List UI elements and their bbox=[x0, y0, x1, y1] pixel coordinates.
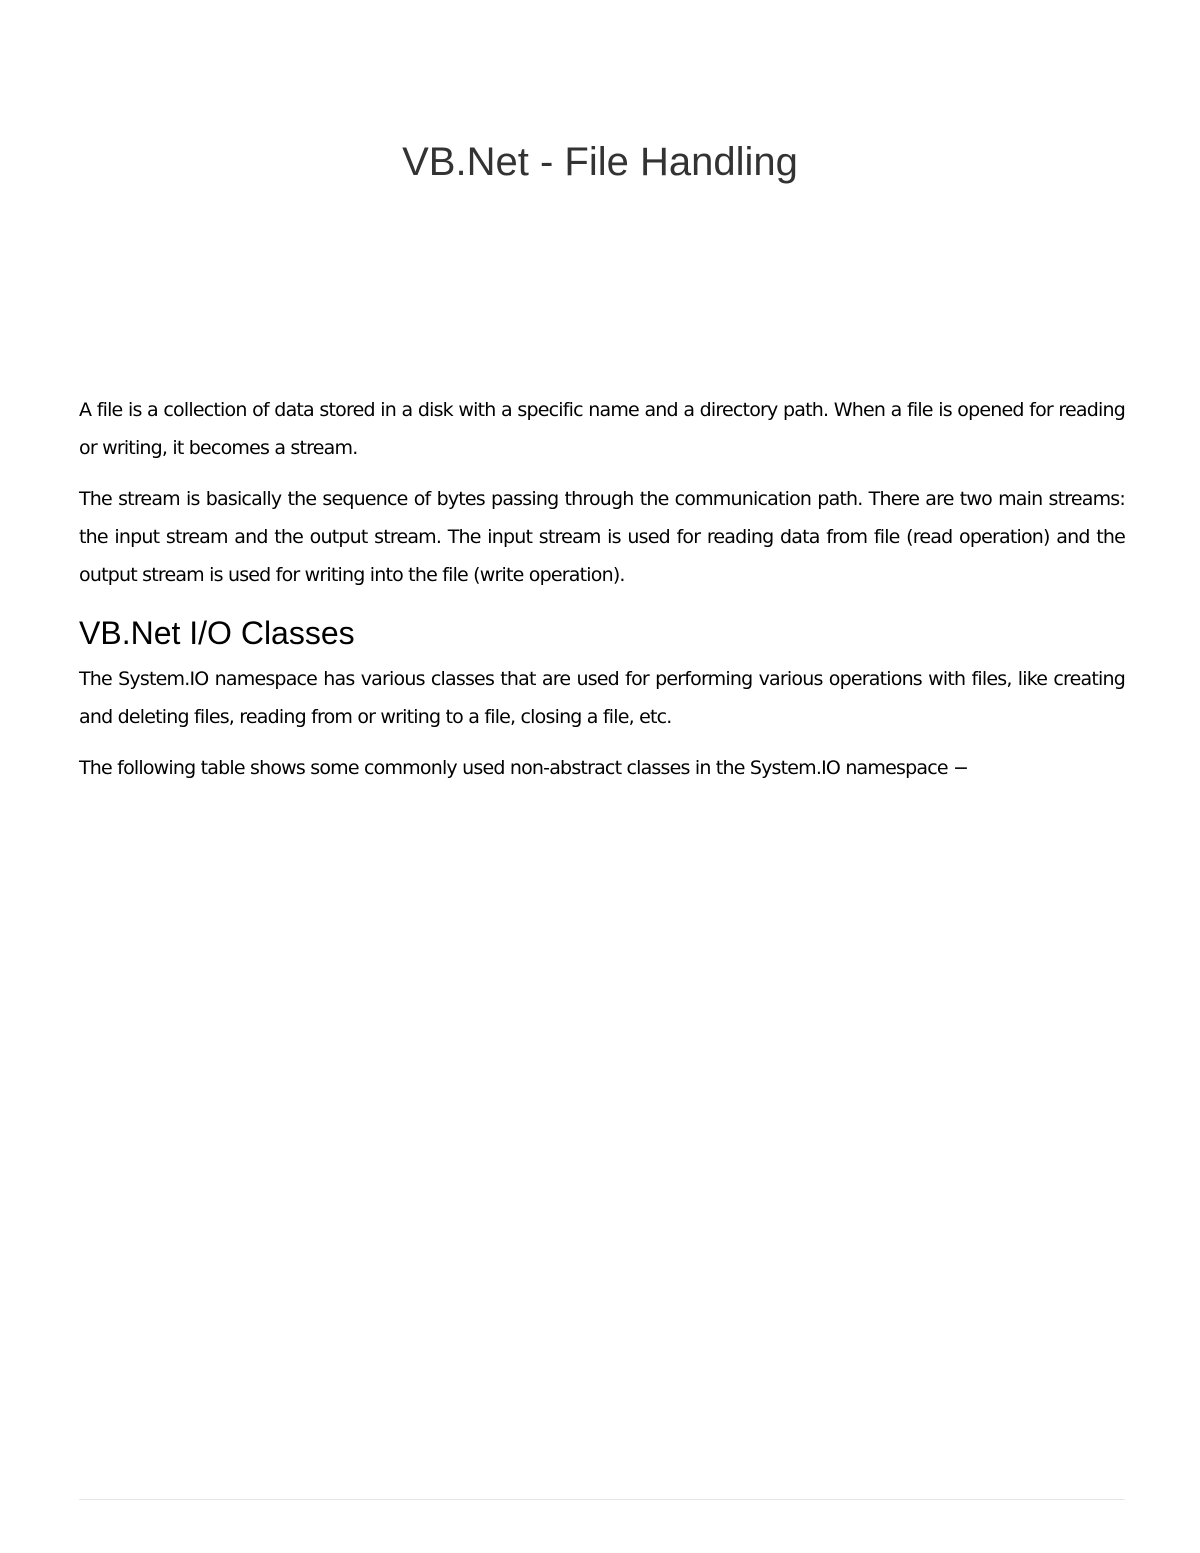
section-heading-io-classes: VB.Net I/O Classes bbox=[79, 615, 355, 651]
article-body bbox=[79, 391, 1125, 800]
footer-divider bbox=[79, 1499, 1125, 1500]
io-classes-paragraph-table-intro: The following table shows some commonly used non-abstract classes in the System.IO namespace − bbox=[79, 757, 969, 779]
intro-paragraph-stream: The stream is basically the sequence of bytes passing through the communication path. There are two main streams: the input stream and the output stream. The input stream is used for reading data from file (read operation) and the output stream is used for writing into the file (write operation). bbox=[79, 488, 1125, 586]
page-title: VB.Net - File Handling bbox=[402, 140, 798, 184]
io-classes-paragraph-namespace: The System.IO namespace has various classes that are used for performing various operations with files, like creating and deleting files, reading from or writing to a file, closing a file, etc. bbox=[79, 668, 1125, 728]
intro-paragraph-file: A file is a collection of data stored in a disk with a specific name and a directory path. When a file is opened for reading or writing, it becomes a stream. bbox=[79, 399, 1125, 459]
